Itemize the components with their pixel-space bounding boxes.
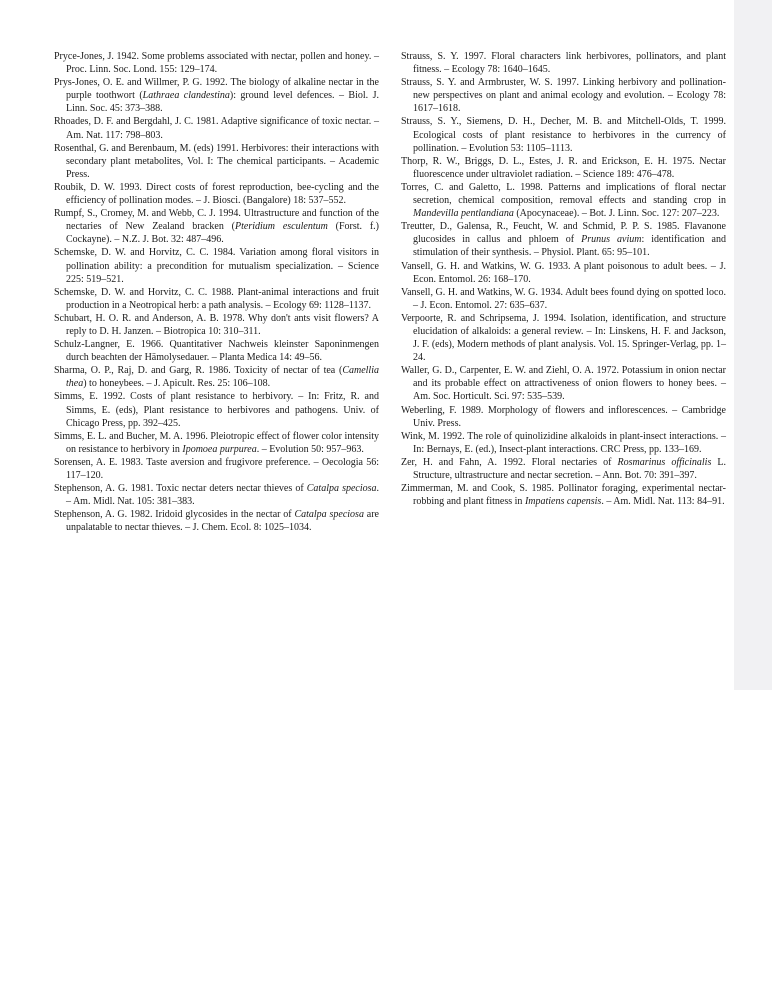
species-name: Lathraea clandestina: [142, 90, 230, 102]
reference-entry: [54, 338, 379, 364]
reference-column-left: [54, 50, 379, 534]
reference-entry: [54, 142, 379, 181]
reference-text: Schemske, D. W. and Horvitz, C. C. 1984. Variation among floral visitors in pollination ability: a precondition for mutualism specialization. – Science 225: 519–521.: [54, 247, 379, 285]
reference-text: Treutter, D., Galensa, R., Feucht, W. and Schmid, P. P. S. 1985. Flavanone glucosides in callus and phloem of: [401, 221, 726, 246]
reference-text: L. Structure, ultrastructure and nectar secretion. – Ann. Bot. 70: 391–397.: [413, 456, 727, 481]
right-sidebar-strip: [734, 0, 772, 690]
reference-entry: [54, 508, 379, 534]
reference-text: are unpalatable to nectar thieves. – J. Chem. Ecol. 8: 1025–1034.: [66, 509, 379, 534]
reference-entry: [401, 456, 726, 482]
species-name: Camellia thea: [66, 365, 379, 390]
reference-entry: [54, 181, 379, 207]
reference-entry: [54, 207, 379, 246]
reference-text: Strauss, S. Y. 1997. Floral characters link herbivores, pollinators, and plant fitness. – Ecology 78: 1640–1645.: [401, 51, 726, 76]
reference-entry: [401, 286, 726, 312]
reference-text: Torres, C. and Galetto, L. 1998. Patterns and implications of floral nectar secretion, chemical composition, removal effects and standing crop in: [401, 181, 726, 207]
reference-text: Rosenthal, G. and Berenbaum, M. (eds) 1991. Herbivores: their interactions with secondary plant metabolites, Vol. I: The chemical participants. – Academic Press.: [54, 142, 379, 180]
reference-entry: [54, 482, 379, 508]
reference-entry: [401, 404, 726, 430]
reference-text: Stephenson, A. G. 1981. Toxic nectar deters nectar thieves of: [54, 483, 307, 495]
reference-text: Strauss, S. Y. and Armbruster, W. S. 1997. Linking herbivory and pollination-new perspectives on plant and animal ecology and evolution. – Ecology 78: 1617–1618.: [401, 77, 726, 115]
species-name: Rosmarinus officinalis: [617, 456, 712, 468]
reference-entry: [401, 115, 726, 154]
reference-text: (Forst. f.) Cockayne). – N.Z. J. Bot. 32: 487–496.: [66, 221, 379, 246]
species-name: Prunus avium: [581, 234, 642, 246]
reference-text: Sharma, O. P., Raj, D. and Garg, R. 1986. Toxicity of nectar of tea (: [54, 365, 343, 377]
reference-entry: [401, 220, 726, 259]
reference-entry: [54, 390, 379, 429]
reference-entry: [401, 312, 726, 364]
species-name: Catalpa speciosa: [294, 509, 364, 521]
reference-column-right: [401, 50, 726, 534]
reference-text: Vansell, G. H. and Watkins, W. G. 1934. Adult bees found dying on spotted loco. – J. Econ. Entomol. 27: 635–637.: [401, 286, 726, 311]
reference-text: Stephenson, A. G. 1982. Iridoid glycosides in the nectar of: [54, 509, 295, 521]
reference-text: . – Evolution 50: 957–963.: [256, 443, 364, 455]
species-name: Mandevilla pentlandiana: [413, 208, 514, 220]
reference-entry: [401, 260, 726, 286]
reference-entry: [54, 115, 379, 141]
reference-text: Rumpf, S., Cromey, M. and Webb, C. J. 1994. Ultrastructure and function of the nectaries of New Zealand bracken (: [54, 208, 379, 233]
reference-text: Wink, M. 1992. The role of quinolizidine alkaloids in plant-insect interactions. – In: Bernays, E. (ed.), Insect-plant interactions. CRC Press, pp. 133–169.: [401, 430, 726, 455]
reference-entry: [54, 286, 379, 312]
reference-entry: [54, 76, 379, 115]
reference-text: ) to honeybees. – J. Apicult. Res. 25: 106–108.: [83, 378, 271, 390]
reference-text: Zer, H. and Fahn, A. 1992. Floral nectaries of: [401, 456, 618, 468]
reference-entry: [54, 312, 379, 338]
species-name: Catalpa speciosa: [306, 483, 377, 495]
reference-entry: [401, 364, 726, 403]
reference-text: Rhoades, D. F. and Bergdahl, J. C. 1981. Adaptive significance of toxic nectar. – Am. Nat. 117: 798–803.: [54, 116, 379, 141]
species-name: Ipomoea purpurea: [182, 443, 257, 455]
species-name: Impatiens capensis: [524, 496, 602, 508]
species-name: Pteridium esculentum: [235, 221, 328, 233]
reference-text: Sorensen, A. E. 1983. Taste aversion and frugivore preference. – Oecologia 56: 117–120.: [54, 456, 379, 481]
reference-entry: [401, 430, 726, 456]
reference-list: [54, 50, 726, 534]
reference-entry: [401, 155, 726, 181]
reference-text: . – Am. Midl. Nat. 105: 381–383.: [66, 483, 380, 508]
reference-entry: [54, 50, 379, 76]
reference-text: . – Am. Midl. Nat. 113: 84–91.: [601, 496, 725, 508]
reference-text: Simms, E. L. and Bucher, M. A. 1996. Pleiotropic effect of flower color intensity on resistance to herbivory in: [54, 430, 379, 455]
reference-text: Strauss, S. Y., Siemens, D. H., Decher, M. B. and Mitchell-Olds, T. 1999. Ecological costs of plant resistance to herbivores in the currency of pollination. – Evolution 53: 1105–1113.: [401, 116, 726, 154]
reference-text: Weberling, F. 1989. Morphology of flowers and inflorescences. – Cambridge Univ. Press.: [401, 404, 726, 429]
reference-entry: [401, 76, 726, 115]
reference-text: Schulz-Langner, E. 1966. Quantitativer Nachweis kleinster Saponinmengen durch beachten der Hämolysedauer. – Planta Medica 14: 49–56.: [54, 339, 379, 364]
reference-entry: [401, 181, 726, 220]
reference-text: Vansell, G. H. and Watkins, W. G. 1933. A plant poisonous to adult bees. – J. Econ. Entomol. 26: 168–170.: [401, 260, 726, 285]
reference-entry: [401, 50, 726, 76]
reference-text: Schemske, D. W. and Horvitz, C. C. 1988. Plant-animal interactions and fruit production in a Neotropical herb: a path analysis. – Ecology 69: 1128–1137.: [54, 286, 379, 311]
reference-text: Prys-Jones, O. E. and Willmer, P. G. 1992. The biology of alkaline nectar in the purple toothwort (: [54, 77, 379, 102]
reference-entry: [54, 246, 379, 285]
reference-text: Thorp, R. W., Briggs, D. L., Estes, J. R. and Erickson, E. H. 1975. Nectar fluorescence under ultraviolet radiation. – Science 189: 476–478.: [401, 155, 726, 180]
reference-entry: [401, 482, 726, 508]
reference-entry: [54, 430, 379, 456]
reference-text: Verpoorte, R. and Schripsema, J. 1994. Isolation, identification, and structure elucidation of alkaloids: a general review. – In: Linskens, H. F. and Jackson, J. F. (eds), Modern methods of plant analysis. Vol. 15. Springer-Verlag, pp. 1–24.: [401, 312, 726, 364]
reference-text: Roubik, D. W. 1993. Direct costs of forest reproduction, bee-cycling and the efficiency of pollination modes. – J. Biosci. (Bangalore) 18: 537–552.: [54, 181, 379, 207]
reference-text: Schubart, H. O. R. and Anderson, A. B. 1978. Why don't ants visit flowers? A reply to D. H. Janzen. – Biotropica 10: 310–311.: [54, 312, 379, 337]
reference-text: (Apocynaceae). – Bot. J. Linn. Soc. 127: 207–223.: [513, 208, 720, 220]
reference-text: Simms, E. 1992. Costs of plant resistance to herbivory. – In: Fritz, R. and Simms, E. (eds), Plant resistance to herbivores and pathogens. Univ. of Chicago Press, pp. 392–425.: [54, 391, 379, 429]
reference-text: Waller, G. D., Carpenter, E. W. and Ziehl, O. A. 1972. Potassium in onion nectar and its probable effect on attractiveness of onion flowers to honey bees. – Am. Soc. Horticult. Sci. 97: 535–539.: [401, 365, 726, 403]
reference-text: Zimmerman, M. and Cook, S. 1985. Pollinator foraging, experimental nectar-robbing and plant fitness in: [401, 483, 726, 508]
reference-entry: [54, 456, 379, 482]
reference-text: ): ground level defences. – Biol. J. Linn. Soc. 45: 373–388.: [66, 90, 379, 115]
reference-entry: [54, 364, 379, 390]
reference-text: Pryce-Jones, J. 1942. Some problems associated with nectar, pollen and honey. – Proc. Linn. Soc. Lond. 155: 129–174.: [54, 51, 379, 76]
reference-text: : identification and stimulation of their synthesis. – Physiol. Plant. 65: 95–101.: [413, 234, 726, 259]
